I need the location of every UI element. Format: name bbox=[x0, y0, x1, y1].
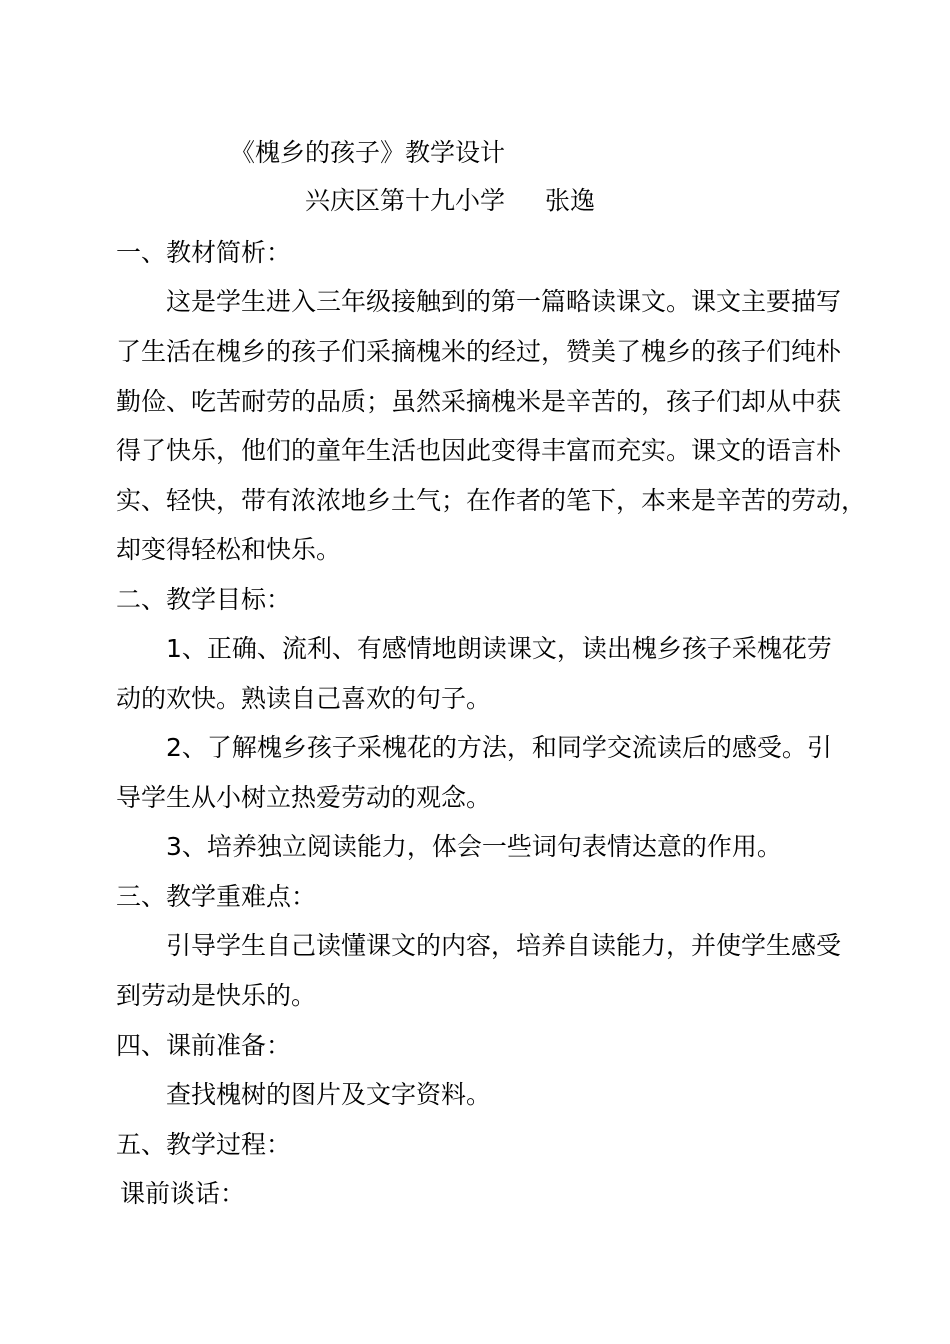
section-heading: 四、课前准备： bbox=[116, 1031, 292, 1060]
paragraph-line: 3、培养独立阅读能力，体会一些词句表情达意的作用。 bbox=[166, 832, 782, 861]
section-heading: 五、教学过程： bbox=[116, 1130, 292, 1159]
school-name: 兴庆区第十九小学 bbox=[305, 186, 506, 215]
paragraph-line: 这是学生进入三年级接触到的第一篇略读课文。课文主要描写 bbox=[166, 287, 842, 316]
paragraph-line: 却变得轻松和快乐。 bbox=[116, 535, 342, 564]
paragraph-line: 到劳动是快乐的。 bbox=[116, 981, 317, 1010]
section-heading: 一、教材简析： bbox=[116, 238, 292, 267]
paragraph-line: 查找槐树的图片及文字资料。 bbox=[166, 1080, 492, 1109]
paragraph-line: 引导学生自己读懂课文的内容，培养自读能力，并使学生感受 bbox=[166, 931, 842, 960]
paragraph-line: 勤俭、吃苦耐劳的品质；虽然采摘槐米是辛苦的，孩子们却从中获 bbox=[116, 387, 842, 416]
section-heading: 二、教学目标： bbox=[116, 585, 292, 614]
author-line bbox=[305, 186, 595, 216]
author-name: 张逸 bbox=[545, 186, 596, 215]
paragraph-line: 1、正确、流利、有感情地朗读课文，读出槐乡孩子采槐花劳 bbox=[166, 634, 832, 663]
paragraph-line: 得了快乐，他们的童年生活也因此变得丰富而充实。课文的语言朴 bbox=[116, 436, 842, 465]
paragraph-line: 动的欢快。熟读自己喜欢的句子。 bbox=[116, 684, 492, 713]
paragraph-line: 了生活在槐乡的孩子们采摘槐米的经过，赞美了槐乡的孩子们纯朴 bbox=[116, 337, 842, 366]
paragraph-line: 实、轻快，带有浓浓地乡土气；在作者的笔下，本来是辛苦的劳动， bbox=[116, 486, 867, 515]
paragraph-line: 导学生从小树立热爱劳动的观念。 bbox=[116, 783, 492, 812]
paragraph-line: 2、了解槐乡孩子采槐花的方法，和同学交流读后的感受。引 bbox=[166, 733, 832, 762]
subsection-heading: 课前谈话： bbox=[120, 1179, 246, 1208]
document-title: 《槐乡的孩子》教学设计 bbox=[230, 138, 506, 167]
section-heading: 三、教学重难点： bbox=[116, 882, 317, 911]
